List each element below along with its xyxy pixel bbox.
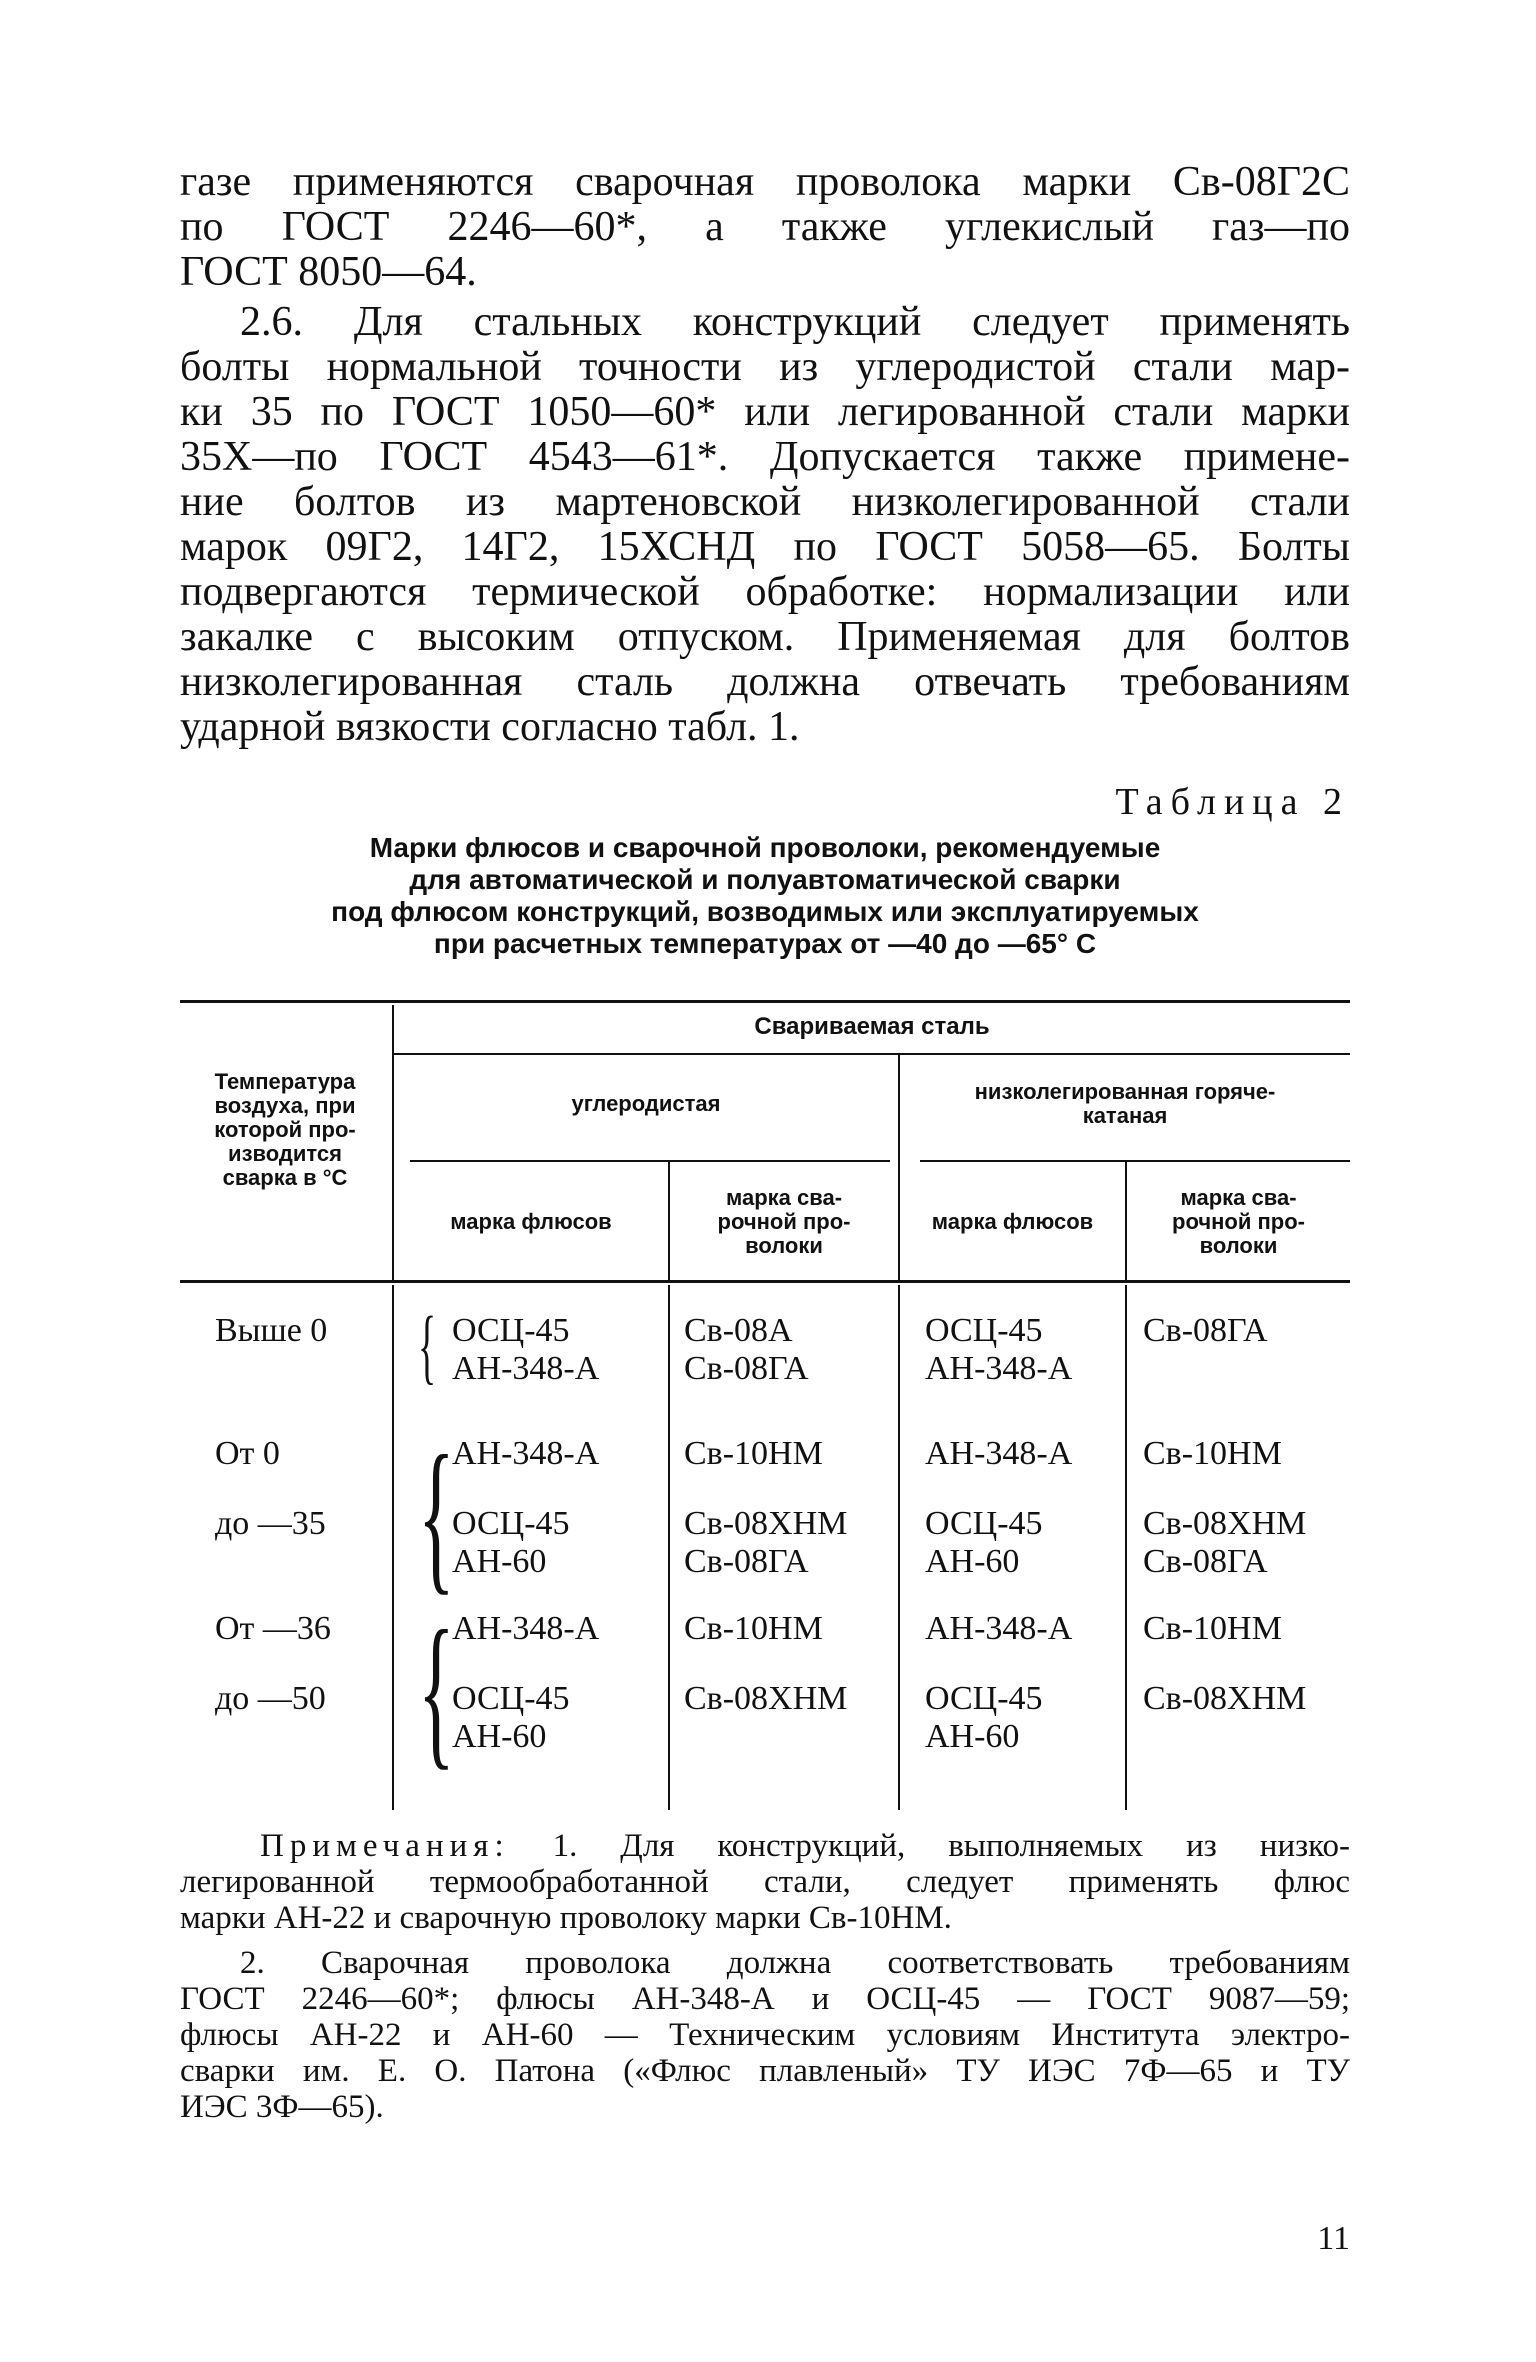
cell-wire: Св-08ГА — [684, 1350, 809, 1387]
cell-flux: ОСЦ-45 — [452, 1312, 570, 1349]
cell-flux: АН-60 — [452, 1718, 547, 1755]
notes-title: Примечания: — [260, 1828, 510, 1864]
text-line: ние болтов из мартеновской низколегированной стали — [180, 479, 1350, 525]
header-line: которой про- — [214, 1117, 356, 1142]
cell-flux: АН-348-А — [452, 1610, 600, 1647]
header-line: волоки — [1199, 1233, 1278, 1258]
cell-temp: до —35 — [215, 1505, 326, 1542]
cell-wire: Св-08А — [684, 1312, 793, 1349]
cell-wire: Св-10НМ — [684, 1610, 823, 1647]
header-temperature — [180, 1070, 390, 1190]
cell-flux: АН-348-А — [925, 1435, 1073, 1472]
table-body-vline — [898, 1285, 900, 1810]
caption-line: под флюсом конструкций, возводимых или эксплуатируемых — [331, 896, 1199, 927]
page-number: 11 — [1317, 2220, 1350, 2257]
note-2 — [180, 1945, 1350, 2125]
cell-flux: АН-348-А — [452, 1435, 600, 1472]
header-lowalloy-wire — [1127, 1186, 1350, 1258]
caption-line: Марки флюсов и сварочной проволоки, рекомендуемые — [369, 832, 1161, 863]
cell-flux: АН-60 — [925, 1543, 1020, 1580]
note-line: ИЭС 3Ф—65). — [180, 2089, 384, 2125]
paragraph-2-6 — [180, 300, 1350, 750]
table-top-rule — [180, 1000, 1350, 1003]
brace: { — [418, 1421, 455, 1609]
table-caption — [180, 832, 1350, 960]
header-carbon-steel: углеродистая — [571, 1091, 721, 1116]
note-line — [180, 1828, 1350, 1864]
header-carbon-wire — [670, 1186, 898, 1258]
table-rule-carbon — [410, 1160, 890, 1162]
header-line: рочной про- — [717, 1209, 851, 1234]
paragraph-continuation — [180, 160, 1350, 295]
header-line: Температура — [214, 1069, 356, 1094]
cell-wire: Св-08ГА — [1143, 1543, 1268, 1580]
header-carbon-flux: марка флюсов — [450, 1209, 612, 1234]
note-line: флюсы АН-22 и АН-60 — Техническим условиям Института электро- — [180, 2017, 1350, 2053]
header-line: волоки — [745, 1233, 823, 1258]
cell-wire: Св-10НМ — [1143, 1435, 1282, 1472]
cell-wire: Св-08ГА — [1143, 1312, 1268, 1349]
text-line: 35Х—по ГОСТ 4543—61*. Допускается также примене- — [180, 434, 1350, 480]
header-line: рочной про- — [1172, 1209, 1305, 1234]
table-vline-temp — [392, 1005, 394, 1280]
table-body-vline — [1125, 1285, 1127, 1810]
cell-temp: От 0 — [215, 1435, 280, 1472]
text-line: подвергаются термической обработке: нормализации или — [180, 569, 1350, 615]
text-line: 2.6. Для стальных конструкций следует применять — [240, 299, 1350, 345]
brace: { — [418, 1596, 455, 1784]
note-line: ГОСТ 2246—60*; флюсы АН-348-А и ОСЦ-45 — ГОСТ 9087—59; — [180, 1981, 1350, 2017]
header-lowalloy-flux: марка флюсов — [931, 1209, 1094, 1234]
cell-flux: ОСЦ-45 — [925, 1680, 1043, 1717]
cell-flux: ОСЦ-45 — [452, 1680, 570, 1717]
note-line: 2. Сварочная проволока должна соответствовать требованиям — [240, 1945, 1350, 1981]
cell-temp: Выше 0 — [215, 1312, 328, 1349]
table-body-vline — [392, 1285, 394, 1810]
note-line: сварки им. Е. О. Патона («Флюс плавленый» ТУ ИЭС 7Ф—65 и ТУ — [180, 2053, 1350, 2089]
cell-flux: ОСЦ-45 — [452, 1505, 570, 1542]
text-line: ки 35 по ГОСТ 1050—60* или легированной стали марки — [180, 389, 1350, 435]
text-line: низколегированная сталь должна отвечать требованиям — [180, 659, 1350, 705]
caption-line: при расчетных температурах от —40 до —65° С — [433, 928, 1097, 959]
cell-flux: АН-348-А — [452, 1350, 600, 1387]
header-welded-steel: Свариваемая сталь — [754, 1013, 990, 1040]
cell-wire: Св-08ХНМ — [1143, 1505, 1307, 1542]
table-body-vline — [668, 1285, 670, 1810]
table-header-rule — [180, 1280, 1350, 1283]
header-line: воздуха, при — [214, 1093, 356, 1118]
cell-wire: Св-08ХНМ — [1143, 1680, 1307, 1717]
cell-temp: до —50 — [215, 1680, 326, 1717]
note-text: 1. Для конструкций, выполняемых из низко- — [552, 1828, 1351, 1864]
note-line: марки АН-22 и сварочную проволоку марки Св-10НМ. — [180, 1900, 952, 1936]
text-line: ГОСТ 8050—64. — [180, 249, 477, 295]
cell-wire: Св-08ХНМ — [684, 1680, 848, 1717]
cell-wire: Св-08ГА — [684, 1543, 809, 1580]
header-line: низколегированная горяче- — [974, 1079, 1276, 1104]
cell-flux: ОСЦ-45 — [925, 1312, 1043, 1349]
cell-flux: ОСЦ-45 — [925, 1505, 1043, 1542]
note-1 — [180, 1828, 1350, 1936]
cell-wire: Св-10НМ — [1143, 1610, 1282, 1647]
text-line: по ГОСТ 2246—60*, а также углекислый газ—по — [180, 204, 1350, 250]
cell-temp: От —36 — [215, 1610, 331, 1647]
header-line: изводится — [228, 1141, 342, 1166]
header-line: сварка в °С — [222, 1165, 348, 1190]
table-label: Таблица 2 — [1115, 781, 1350, 823]
text-line: болты нормальной точности из углеродистой стали мар- — [180, 344, 1350, 390]
cell-wire: Св-10НМ — [684, 1435, 823, 1472]
cell-flux: АН-348-А — [925, 1350, 1073, 1387]
note-line: легированной термообработанной стали, следует применять флюс — [180, 1864, 1350, 1900]
header-line: марка сва- — [1180, 1185, 1297, 1210]
text-line: газе применяются сварочная проволока марки Св-08Г2С — [180, 159, 1350, 205]
header-line: катаная — [1082, 1103, 1168, 1128]
header-lowalloy-steel — [900, 1080, 1350, 1128]
table-rule-steel — [394, 1053, 1350, 1055]
header-line: марка сва- — [725, 1185, 843, 1210]
cell-wire: Св-08ХНМ — [684, 1505, 848, 1542]
text-line: ударной вязкости согласно табл. 1. — [180, 704, 800, 750]
caption-line: для автоматической и полуавтоматической сварки — [409, 864, 1121, 895]
text-line: закалке с высоким отпуском. Применяемая для болтов — [180, 614, 1350, 660]
text-line: марок 09Г2, 14Г2, 15ХСНД по ГОСТ 5058—65. Болты — [180, 524, 1350, 570]
cell-flux: АН-60 — [925, 1718, 1020, 1755]
table-rule-lowalloy — [920, 1160, 1350, 1162]
brace: { — [418, 1300, 437, 1393]
cell-flux: АН-60 — [452, 1543, 547, 1580]
cell-flux: АН-348-А — [925, 1610, 1073, 1647]
